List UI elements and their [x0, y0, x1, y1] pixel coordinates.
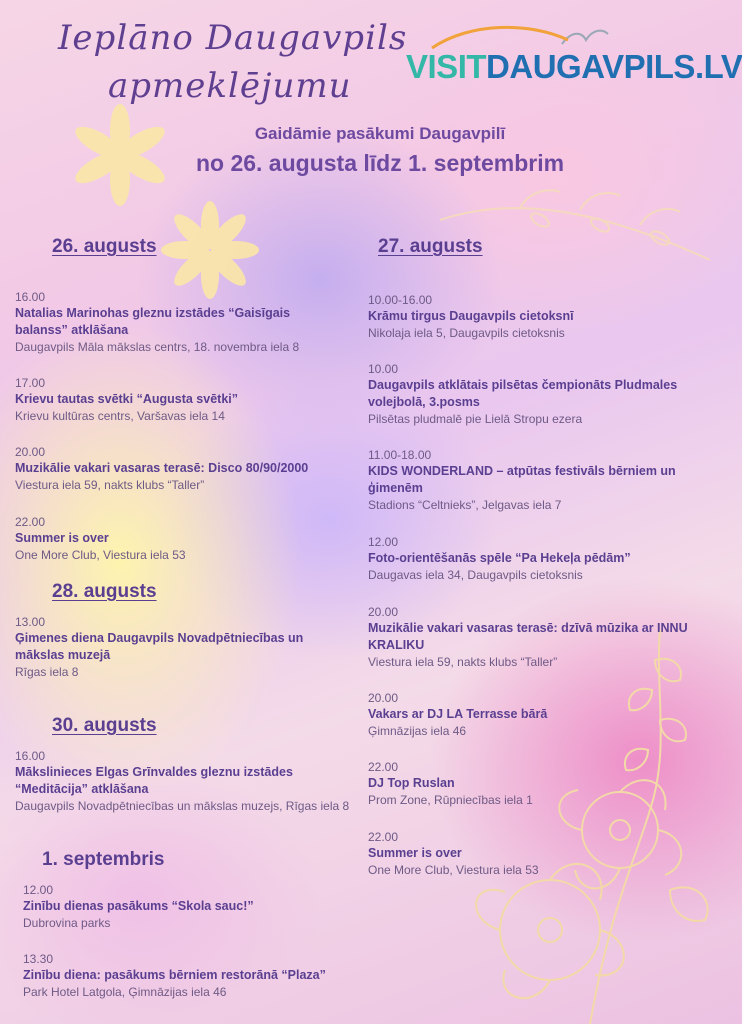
event-item [15, 514, 335, 564]
event-place: Krievu kultūras centrs, Varšavas iela 14 [15, 409, 225, 423]
event-item [23, 882, 343, 932]
event-title: Summer is over [15, 531, 109, 545]
event-title: Daugavpils atklātais pilsētas čempionāts Pludmales volejbolā, 3.posms [368, 378, 678, 409]
event-title: Vakars ar DJ LA Terrasse bārā [368, 707, 548, 721]
subtitle: Gaidāmie pasākumi Daugavpilī [254, 124, 506, 143]
flower-decoration-icon [70, 105, 170, 215]
event-place: Ģimnāzijas iela 46 [368, 724, 467, 738]
event-item [15, 614, 335, 681]
branch-decoration-icon [440, 180, 720, 280]
logo-swoosh-icon [430, 26, 570, 50]
day-heading-30-august: 30. augusts [52, 715, 157, 736]
event-place: Dubrovina parks [23, 916, 111, 930]
event-place: Daugavpils Māla mākslas centrs, 18. novembra iela 8 [15, 340, 300, 354]
day-heading-27-august: 27. augusts [378, 236, 483, 257]
event-time: 22.00 [15, 515, 46, 529]
event-item [368, 292, 688, 342]
event-item [368, 447, 688, 514]
event-title: Krāmu tirgus Daugavpils cietoksnī [368, 309, 574, 323]
event-item [23, 951, 343, 1001]
event-item [368, 534, 688, 584]
event-place: Park Hotel Latgola, Ģimnāzijas iela 46 [23, 985, 227, 999]
event-place: One More Club, Viestura iela 53 [368, 863, 539, 877]
event-title: Krievu tautas svētki “Augusta svētki” [15, 392, 238, 406]
day-heading-1-september: 1. septembris [42, 849, 165, 870]
event-place: Viestura iela 59, nakts klubs “Taller” [15, 478, 205, 492]
event-item [15, 444, 335, 494]
event-item [368, 829, 688, 879]
event-time: 13.00 [15, 615, 46, 629]
logo-part-daugavpils: DAUGAVPILS [486, 48, 695, 85]
event-place: Nikolaja iela 5, Daugavpils cietoksnis [368, 326, 565, 340]
event-time: 16.00 [15, 749, 46, 763]
page-title-line2: apmeklējumu [108, 66, 352, 106]
event-item [15, 748, 350, 815]
logo-part-visit: VISIT [406, 48, 487, 85]
event-time: 10.00-16.00 [368, 293, 433, 307]
event-time: 16.00 [15, 290, 46, 304]
event-title: Foto-orientēšanās spēle “Pa Hekeļa pēdām” [368, 551, 631, 565]
event-title: Muzikālie vakari vasaras terasē: Disco 80/90/2000 [15, 461, 309, 475]
event-time: 10.00 [368, 362, 399, 376]
event-time: 20.00 [368, 605, 399, 619]
event-item [368, 759, 688, 809]
event-item [15, 375, 335, 425]
event-title: Natalias Marinohas gleznu izstādes “Gaisīgais balanss” atklāšana [15, 306, 291, 337]
event-time: 12.00 [368, 535, 399, 549]
logo-part-lv: .LV [694, 48, 742, 85]
event-title: Muzikālie vakari vasaras terasē: dzīvā mūzika ar INNU KRALIKU [368, 621, 688, 652]
event-place: Daugavas iela 34, Daugavpils cietoksnis [368, 568, 583, 582]
event-place: Stadions “Celtnieks”, Jelgavas iela 7 [368, 498, 562, 512]
event-place: Viestura iela 59, nakts klubs “Taller” [368, 655, 558, 669]
day-heading-28-august: 28. augusts [52, 581, 157, 602]
event-item [368, 604, 688, 671]
event-title: Mākslinieces Elgas Grīnvaldes gleznu izstādes “Meditācija” atklāšana [15, 765, 293, 796]
event-time: 11.00-18.00 [368, 448, 432, 462]
event-title: KIDS WONDERLAND – atpūtas festivāls bērniem un ģimenēm [368, 464, 676, 495]
page-title-line1: Ieplāno Daugavpils [58, 18, 408, 58]
event-item [368, 690, 688, 740]
day-heading-26-august: 26. augusts [52, 236, 157, 257]
event-time: 17.00 [15, 376, 46, 390]
event-title: Summer is over [368, 846, 462, 860]
event-time: 20.00 [15, 445, 46, 459]
event-title: DJ Top Ruslan [368, 776, 455, 790]
event-time: 12.00 [23, 883, 54, 897]
event-place: One More Club, Viestura iela 53 [15, 548, 186, 562]
event-place: Rīgas iela 8 [15, 665, 79, 679]
event-place: Pilsētas pludmalē pie Lielā Stropu ezera [368, 412, 583, 426]
event-title: Ģimenes diena Daugavpils Novadpētniecības un mākslas muzejā [15, 631, 304, 662]
event-time: 22.00 [368, 830, 399, 844]
event-title: Zinību diena: pasākums bērniem restorānā “Plaza” [23, 968, 326, 982]
event-item [15, 289, 335, 356]
event-time: 13.30 [23, 952, 54, 966]
event-place: Prom Zone, Rūpniecības iela 1 [368, 793, 533, 807]
event-item [368, 361, 688, 428]
event-title: Zinību dienas pasākums “Skola sauc!” [23, 899, 254, 913]
event-time: 22.00 [368, 760, 399, 774]
event-place: Daugavpils Novadpētniecības un mākslas muzejs, Rīgas iela 8 [15, 799, 350, 813]
date-range: no 26. augusta līdz 1. septembrim [195, 150, 565, 176]
event-time: 20.00 [368, 691, 399, 705]
visitdaugavpils-logo [406, 48, 742, 86]
